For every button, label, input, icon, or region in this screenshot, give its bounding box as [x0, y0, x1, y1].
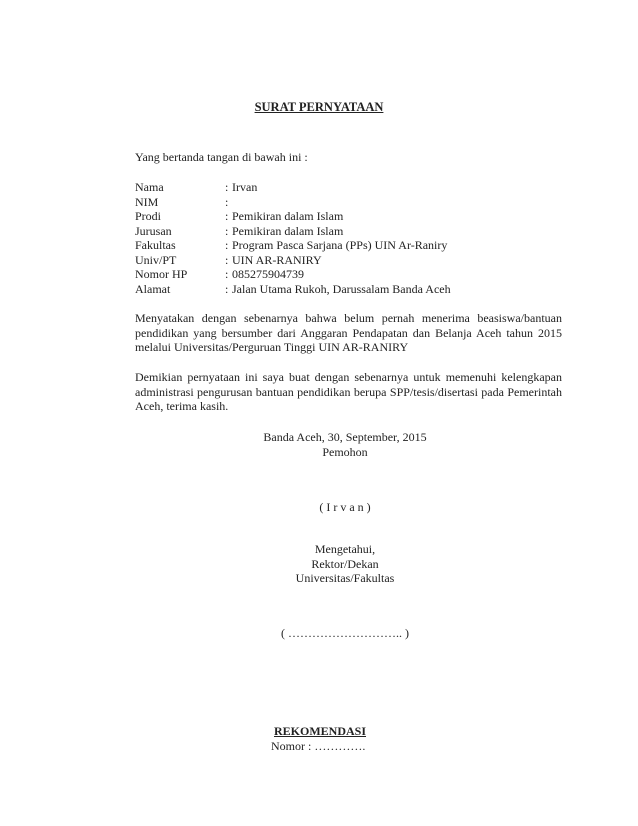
field-value: 085275904739: [232, 267, 304, 281]
field-colon: :: [225, 194, 229, 209]
field-colon: :: [225, 209, 229, 223]
field-value: Jalan Utama Rukoh, Darussalam Banda Aceh: [232, 281, 451, 296]
acknowledger-org: Universitas/Fakultas: [295, 571, 395, 585]
field-colon: :: [225, 267, 229, 281]
field-colon: :: [225, 281, 229, 296]
field-value: UIN AR-RANIRY: [232, 252, 322, 267]
field-label: Fakultas: [135, 238, 176, 252]
recommendation-title: REKOMENDASI: [274, 724, 367, 738]
field-row-nama: [0, 180, 638, 195]
applicant-role: Pemohon: [322, 445, 368, 459]
field-row-prodi: [0, 209, 638, 224]
field-colon: :: [225, 238, 229, 252]
field-row-nim: [0, 195, 638, 210]
recommendation-number: Nomor : ………….: [271, 739, 366, 753]
field-row-jurusan: [0, 224, 638, 239]
field-label: Nama: [135, 180, 164, 194]
acknowledger-signature: ( ……………………….. ): [281, 626, 409, 640]
field-label: Univ/PT: [135, 252, 177, 267]
closing-paragraph: Demikian pernyataan ini saya buat dengan sebenarnya untuk memenuhi kelengkapan administrasi pengurusan bantuan pendidikan berupa SPP/tesis/disertasi pada Pemerintah Aceh, terima kasih.: [135, 370, 562, 414]
document-title: SURAT PERNYATAAN: [254, 100, 384, 114]
field-colon: :: [225, 223, 229, 238]
field-row-nomor-hp: [0, 267, 638, 282]
statement-paragraph: Menyatakan dengan sebenarnya bahwa belum pernah menerima beasiswa/bantuan pendidikan yang bersumber dari Anggaran Pendapatan dan Belanja Aceh tahun 2015 melalui Universitas/Perguruan Tinggi UIN AR-RANIRY: [135, 311, 562, 355]
intro-text: Yang bertanda tangan di bawah ini :: [135, 150, 308, 164]
field-row-fakultas: [0, 238, 638, 253]
field-label: NIM: [135, 194, 159, 209]
field-label: Prodi: [135, 209, 162, 223]
field-row-alamat: [0, 282, 638, 297]
field-value: Irvan: [232, 180, 258, 194]
field-label: Alamat: [135, 281, 171, 296]
acknowledged-label: Mengetahui,: [314, 542, 376, 556]
acknowledger-title: Rektor/Dekan: [311, 556, 379, 571]
field-colon: :: [225, 252, 229, 267]
field-label: Nomor HP: [135, 267, 188, 281]
field-row-univ: [0, 253, 638, 268]
place-date: Banda Aceh, 30, September, 2015: [263, 430, 427, 444]
field-colon: :: [225, 180, 229, 194]
field-value: Pemikiran dalam Islam: [232, 209, 344, 223]
field-label: Jurusan: [135, 223, 172, 238]
field-value: Program Pasca Sarjana (PPs) UIN Ar-Raniry: [232, 238, 448, 252]
field-value: Pemikiran dalam Islam: [232, 223, 344, 238]
applicant-signature: ( I r v a n ): [319, 500, 371, 514]
